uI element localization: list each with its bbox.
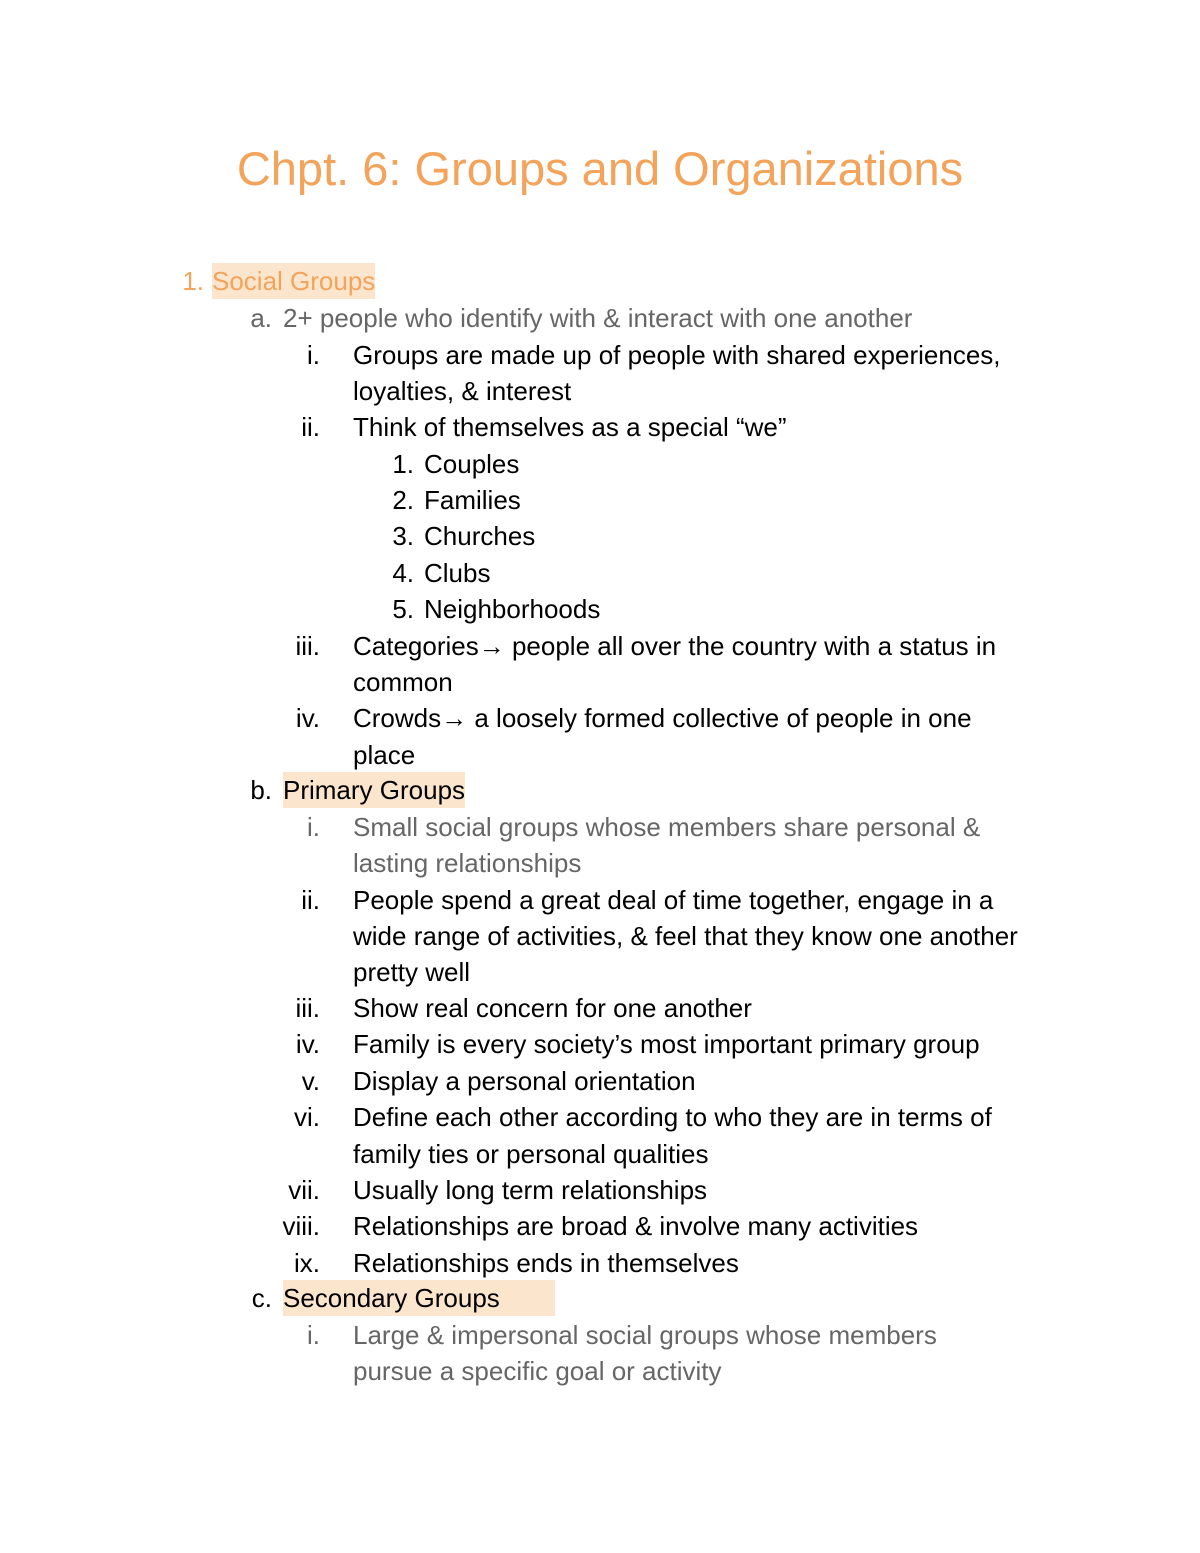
list-marker: 3. [392, 521, 414, 551]
list-item-text: Neighborhoods [424, 594, 601, 624]
list-marker: ii. [301, 412, 320, 442]
list-item-text: Define each other according to who they are in terms of [353, 1102, 992, 1132]
outline-item-a [0, 300, 1200, 336]
list-item-text: lasting relationships [353, 848, 582, 878]
list-item-text: Clubs [424, 558, 491, 588]
list-item-continuation [0, 918, 1200, 954]
list-marker: 2. [392, 485, 414, 515]
list-item-text: Think of themselves as a special “we” [353, 412, 787, 442]
list-item [0, 482, 1200, 518]
list-item-text: Categories→ people all over the country with a status in [353, 631, 997, 661]
definition-social-groups: 2+ people who identify with & interact with one another [283, 303, 913, 333]
list-item-text: Families [424, 485, 521, 515]
list-marker: v. [301, 1066, 320, 1096]
list-item-continuation [0, 845, 1200, 881]
list-marker: viii. [282, 1211, 320, 1241]
list-item-text: Usually long term relationships [353, 1175, 708, 1205]
list-marker: vii. [288, 1175, 320, 1205]
list-item [0, 1099, 1200, 1135]
list-item [0, 337, 1200, 373]
list-item [0, 990, 1200, 1026]
list-marker: iii. [295, 993, 320, 1023]
list-item-text: Churches [424, 521, 536, 551]
list-item-text: People spend a great deal of time together, engage in a [353, 885, 994, 915]
list-item-continuation [0, 954, 1200, 990]
list-item-text: Relationships are broad & involve many activities [353, 1211, 919, 1241]
list-marker: i. [307, 340, 320, 370]
list-item [0, 518, 1200, 554]
list-item-continuation [0, 1136, 1200, 1172]
list-item-text: pursue a specific goal or activity [353, 1356, 722, 1386]
list-item-text: Display a personal orientation [353, 1066, 696, 1096]
list-marker: ii. [301, 885, 320, 915]
section-heading-secondary-groups: Secondary Groups [283, 1280, 555, 1316]
list-item [0, 628, 1200, 664]
list-item [0, 409, 1200, 445]
list-item-text: Relationships ends in themselves [353, 1248, 739, 1278]
definition-secondary-groups: Large & impersonal social groups whose members [353, 1320, 937, 1350]
list-item [0, 555, 1200, 591]
list-item [0, 591, 1200, 627]
list-marker: 4. [392, 558, 414, 588]
list-item-text: Groups are made up of people with shared experiences, [353, 340, 1001, 370]
list-marker: i. [307, 812, 320, 842]
list-item [0, 1026, 1200, 1062]
list-item [0, 1317, 1200, 1353]
list-marker: vi. [294, 1102, 320, 1132]
list-marker: a. [250, 303, 272, 333]
list-marker: b. [250, 775, 272, 805]
list-marker: i. [307, 1320, 320, 1350]
outline-item-1 [0, 263, 1200, 299]
list-item [0, 882, 1200, 918]
list-marker: 1. [182, 266, 204, 296]
list-item-continuation [0, 373, 1200, 409]
list-item [0, 1063, 1200, 1099]
list-item-text: pretty well [353, 957, 471, 987]
outline-item-c [0, 1280, 1200, 1316]
list-item [0, 1172, 1200, 1208]
list-item-text: place [353, 740, 416, 770]
list-item-text: common [353, 667, 453, 697]
list-marker: 1. [392, 449, 414, 479]
list-marker: 5. [392, 594, 414, 624]
list-marker: iii. [295, 631, 320, 661]
list-item-text: Family is every society’s most important primary group [353, 1029, 980, 1059]
list-item-text: family ties or personal qualities [353, 1139, 709, 1169]
page-title: Chpt. 6: Groups and Organizations [236, 142, 964, 195]
outline-item-b [0, 772, 1200, 808]
list-marker: iv. [295, 703, 320, 733]
list-marker: c. [251, 1283, 272, 1313]
list-item-continuation [0, 737, 1200, 773]
list-item [0, 1208, 1200, 1244]
definition-primary-groups: Small social groups whose members share personal & [353, 812, 981, 842]
list-item-text: Show real concern for one another [353, 993, 752, 1023]
list-marker: iv. [295, 1029, 320, 1059]
section-heading-social-groups: Social Groups [212, 263, 375, 299]
list-item-continuation [0, 1353, 1200, 1389]
list-item [0, 1245, 1200, 1281]
list-item [0, 700, 1200, 736]
list-item-text: wide range of activities, & feel that they know one another [353, 921, 1018, 951]
list-item [0, 809, 1200, 845]
list-item-continuation [0, 664, 1200, 700]
list-item-text: loyalties, & interest [353, 376, 572, 406]
list-marker: ix. [294, 1248, 320, 1278]
list-item-text: Couples [424, 449, 520, 479]
list-item-text: Crowds→ a loosely formed collective of people in one [353, 703, 972, 733]
section-heading-primary-groups: Primary Groups [283, 772, 465, 808]
list-item [0, 446, 1200, 482]
